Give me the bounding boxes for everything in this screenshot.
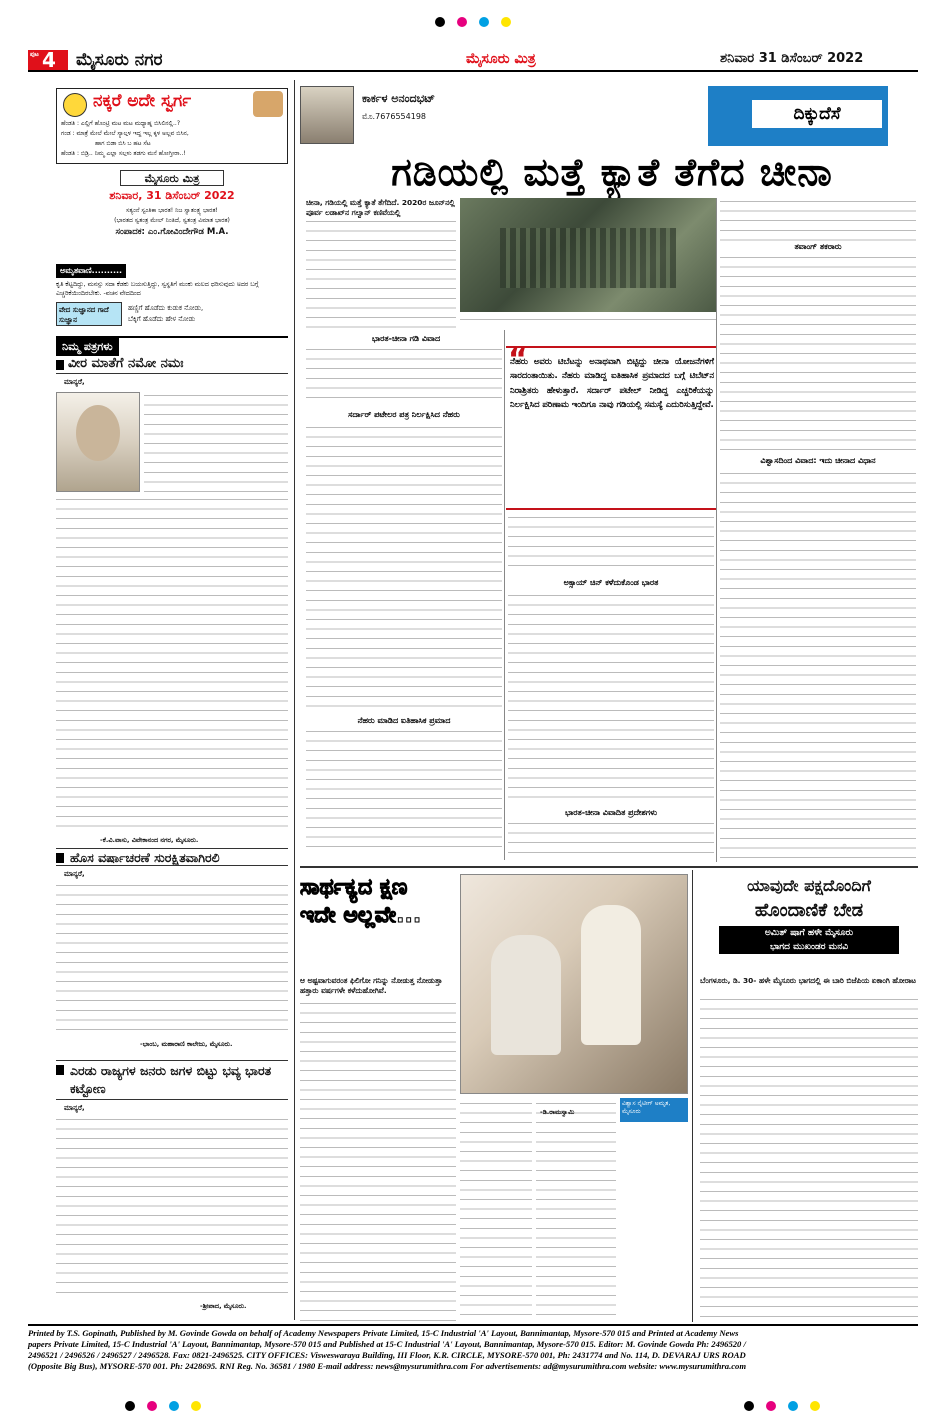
impressum-line: (ಭಾರತದ ಸ್ವತಂತ್ರ ಮೇಲ್ ನಿಂತಿದೆ, ಸ್ವತಂತ್ರ ವಿಮಾತ ಭಾರತ) <box>114 217 230 224</box>
modi-photo-caption: ವಿಶ್ವಾಸ ನೈಟೀಗ್ ಅಮೃತ, ಮೈಸೂರು <box>620 1098 688 1122</box>
cartoon-icon <box>253 91 283 117</box>
article-separator <box>300 866 918 868</box>
footer-line: (Opposite Big Bus), MYSORE-570 001. Ph: 2428695. RNI Reg. No. 36581 / 1980 E-mail address: news@mysurumithra.com For advertisements: ad@mysurumithra.com website: www.mysurumithra.com <box>28 1361 747 1371</box>
impressum-editor: ಸಂಪಾದಕ: ಎಂ.ಗೋವಿಂದೇಗೌಡ M.A. <box>115 227 229 237</box>
article-col1-top <box>306 218 456 330</box>
author-photo <box>300 86 354 144</box>
proverb-box <box>56 302 288 326</box>
subheading-aksai-chin: ಅಕ್ಸಾಯ್ ಚಿನ್ ಕಳೆದುಕೊಂಡ ಭಾರತ <box>563 578 659 587</box>
subheading-border: ಭಾರತ-ಚೀನಾ ಗಡಿ ವಿವಾದ <box>371 334 441 343</box>
column-name: ದಿಕ್ಕುದೆಸೆ <box>752 100 882 128</box>
modi-col2 <box>460 1100 532 1322</box>
modi-lead: ಆ ಅಷ್ಟವಾಗುವರಂತ ಫಿಲಿಗೋ ಗನಿನ್ನು ನೋಡುತ್ತ ನೋಡುತ್ತಾ ಹತ್ತಾರು ವರ್ಷಗಳೇ ಕಳೆದುಹೋಗಿವೆ. <box>300 976 443 995</box>
letter1-header <box>56 356 288 374</box>
letter1-salutation: ಮಾನ್ಯರೆ, <box>64 378 85 386</box>
proverb-line: ಬೆಕ್ಕಿಗೆ ಹೊಡೆದು ಹೇಳ ನೋಡು <box>128 315 196 323</box>
soldiers-photo <box>460 198 716 312</box>
masthead <box>28 48 918 72</box>
article-col3 <box>720 470 916 862</box>
amruta-title: ಅಮೃತವಾಣಿ.......... <box>56 264 126 278</box>
letter2-header <box>56 848 288 866</box>
article-rule <box>716 198 717 862</box>
letter1-title: ವೀರ ಮಾತೆಗೆ ನಮೋ ನಮಃ <box>68 356 184 371</box>
joke-line: ಗಂಡ : ಮಾತ್ರೆ ಮೇಲೆ ಮೇಲೆ ಸ್ಯಾಲ್ಗಳ ಇದ್ದ ಇಲ್ಲ ಕ್ಕಳ ಅಲ್ಲವ ಬಿಸಿನ, <box>61 130 189 137</box>
modi-headline-line1: ಸಾರ್ಥಕ್ಯದ ಕ್ಷಣ <box>300 875 408 900</box>
amit-dateline: ಬೆಂಗಳೂರು, ಡಿ. 30- ಹಳೇ ಮೈಸೂರು ಭಾಗದಲ್ಲಿ ಈ ಬಾರಿ ಬಿಜೆಪಿಯ ಏಕಾಂಗಿ ಹೋರಾಟ <box>700 976 917 985</box>
article-dateline: ಚೀನಾ, ಗಡಿಯಲ್ಲಿ ಮತ್ತೆ ಕ್ಯಾತೆ ತೆಗೆದಿದೆ. 2020ರ ಜೂನ್‌ನಲ್ಲಿ ಪೂರ್ವ ಲಡಾಖ್‌ನ ಗಲ್ವಾನ್ ಕಣಿವೆಯಲ್ಲಿ <box>306 198 455 217</box>
footer-line: 2496521 / 2496526 / 2496527 / 2496528. Fax: 0821-2496525. CITY OFFICES: Visweswaraya Building, III Floor, K.R. CIRCLE, MYSORE-570 001, Ph: 2431774 and No. 114, D. DEVARAJ URS ROAD <box>28 1350 746 1360</box>
footer-line: Printed by T.S. Gopinath, Published by M. Govinde Gowda on behalf of Academy Newspapers Private Limited, 15-C Industrial 'A' Layout, Bannimantap, Mysore-570 015 and Printed at Academy News <box>28 1328 739 1338</box>
modi-headline-line2: ಇದೇ ಅಲ್ಲವೇ... <box>300 903 422 928</box>
amruta-text: ಕೃತಿ ಕೆಟ್ಟದಿದ್ದು, ಮನಸ್ಸು ಸದಾ ಕೆಡಕು ಬಯಸುತ್ತಿದ್ದು, ಸ್ವಸ್ಥತಿಗೆ ಮಂಕು ಮಲದ ಧರಿಸುವುದು ಅದರ ಬಗ್ಗೆ ಎಚ್ಚರಿಕೆಯಿಂದಿರಬೇಕು. -ವಚನ ವೇದದಿಂದ <box>56 281 259 297</box>
letter1-text-body <box>56 496 288 834</box>
quote-mark-icon: “ <box>508 342 528 377</box>
modi-photo <box>460 874 688 1094</box>
modi-byline: -ಡಿ.ರಾಮಸ್ವಾಮಿ <box>540 1108 575 1116</box>
masthead-date: ಶನಿವಾರ 31 ಡಿಸೆಂಬರ್ 2022 <box>720 51 864 66</box>
impressum-paper-name: ಮೈಸೂರು ಮಿತ್ರ <box>120 170 224 186</box>
pull-quote-text: ನೆಹರು ಅವರು ಟಿಬೆಟನ್ನು ಅನಾಥವಾಗಿ ಬಿಟ್ಟಿದ್ದು ಚೀನಾ ಯೋಜನೆಗಳಿಗೆ ಸಾರದಂತಾಯಿತು. ನೆಹರು ಮಾಡಿದ್ದ ಐತಿಹಾಸಿಕ ಪ್ರಮಾದದ ಬಗ್ಗೆ ಟಿಬೆಟ್‌ನ ನಿರಾಶ್ರಿತರು ಹೇಳುತ್ತಾರೆ. ಸರ್ದಾರ್ ಪಟೇಲ್ ನೀಡಿದ್ದ ಎಚ್ಚರಿಕೆಯನ್ನು ನಿರ್ಲಕ್ಷಿಸಿದ ಪರಿಣಾಮ ಇಂದಿಗೂ ನಾವು ಗಡಿಯಲ್ಲಿ ಸಮಸ್ಯೆ ಎದುರಿಸುತ್ತಿದ್ದೇವೆ. <box>510 356 714 410</box>
letter3-salutation: ಮಾನ್ಯರೆ, <box>64 1104 85 1112</box>
letter2-salutation: ಮಾನ್ಯರೆ, <box>64 870 85 878</box>
section-name: ಮೈಸೂರು ನಗರ <box>76 50 163 70</box>
impressum-line: ಸತ್ಯಂನೆ ಸ್ವಂತಿಕಾ ಭಾರತ! ನಿಜ ಸ್ವಾತಂತ್ರ್ಯ ಭಾರತ! <box>126 207 218 214</box>
letter1-text-right <box>144 392 288 492</box>
column-divider <box>692 870 693 1322</box>
amit-headline-line1: ಯಾವುದೇ ಪಕ್ಷದೊಂದಿಗೆ <box>747 876 871 895</box>
letter3-text <box>56 1116 288 1300</box>
impressum <box>56 170 288 258</box>
subheading-patel: ಸರ್ದಾರ್ ಪಟೇಲರ ಪತ್ರ ನಿರ್ಲಕ್ಷಿಸಿದ ನೆಹರು <box>348 410 460 419</box>
footer-line: papers Private Limited, 15-C Industrial 'A' Layout, Bannimantap, Mysore-570 015 and Published at 15-C Industrial 'A' Layout, Bannimantap, Mysore-570 015. Editor: M. Govinde Gowda Ph: 2496520 / <box>28 1339 746 1349</box>
impressum-date: ಶನಿವಾರ, 31 ಡಿಸೆಂಬರ್ 2022 <box>109 189 235 202</box>
letters-section-title: ನಿಮ್ಮ ಪತ್ರಗಳು <box>56 338 119 356</box>
proverb-line: ಹಣ್ಣಿಗೆ ಹೊಡೆದು ಕುಡುಕ ನೋಡು, <box>128 304 204 312</box>
page-number: 4 <box>42 48 56 72</box>
letter2-signature: -ಭಾಂಬ, ಮಹಾರಾಣಿ ಕಾಲೇಜು, ಮೈಸೂರು. <box>140 1040 233 1048</box>
heeraben-photo <box>56 392 140 492</box>
subheading-trust: ವಿಶ್ವಾಸದಿಂದ ವಿವಾದ: ಇದು ಚೀನಾದ ವಿಧಾನ <box>760 456 876 465</box>
main-headline <box>306 150 918 194</box>
footer-rule <box>28 1324 918 1326</box>
amit-subhead-line1: ಅಮಿತ್ ಷಾಗೆ ಹಳೇ ಮೈಸೂರು <box>719 926 899 940</box>
pull-quote <box>506 342 716 510</box>
joke-box <box>56 88 288 164</box>
letter2-text <box>56 882 288 1038</box>
letter2-title: ಹೊಸ ವರ್ಷಾಚರಣೆ ಸುರಕ್ಷಿತವಾಗಿರಲಿ <box>70 850 220 865</box>
modi-headline-box <box>300 874 460 972</box>
paper-name: ಮೈಸೂರು ಮಿತ್ರ <box>466 51 536 67</box>
article-rule <box>504 330 505 860</box>
letters-header <box>56 336 288 356</box>
proverb-label: ವೇದ ಸುಜ್ಞಾನದ ಗಾದೆ ಸುಜ್ಞಾನ <box>56 302 122 326</box>
amit-text <box>700 996 918 1322</box>
amit-subhead-line2: ಭಾಗದ ಮುಖಂಡರ ಮನವಿ <box>719 940 899 954</box>
article-col1-end <box>306 728 502 856</box>
subheading-nehru: ನೆಹರು ಮಾಡಿದ ಐತಿಹಾಸಿಕ ಪ್ರಮಾದ <box>357 716 451 725</box>
article-col2-cont <box>508 592 714 806</box>
joke-box-title: ನಕ್ಕರೆ ಅದೇ ಸ್ವರ್ಗ <box>93 91 192 111</box>
article-col2-end <box>508 820 714 860</box>
photo-caption <box>460 316 716 326</box>
letter3-signature: -ಶ್ರೀಪಾದ, ಮೈಸೂರು. <box>200 1302 247 1310</box>
column-author: ಕಾರ್ಕಳ ಅನಂದಭಟ್ <box>362 92 435 105</box>
subheading-tawang: ತವಾಂಗ್ ತಕರಾರು <box>794 242 842 251</box>
letter3-title: ಎರಡು ರಾಜ್ಯಗಳ ಜನರು ಜಗಳ ಬಿಟ್ಟು ಭವ್ಯ ಭಾರತ ಕಟ್ಟೋಣ <box>70 1063 272 1096</box>
article-col4-top <box>720 198 916 242</box>
joke-line: ಹೆಂಡತಿ : ಎಲ್ಲಿಗೆ ಹೊಂಟ್ರಿ ಮಟ ಮಟ ಮಧ್ಯಾಹ್ನ ಬಿಸಿಲಿನಲ್ಲಿ..? <box>61 120 181 127</box>
page-number-box <box>28 50 68 70</box>
letter1-signature: -ಕೆ.ವಿ.ವಾಸು, ವಿವೇಕಾನಂದ ನಗರ, ಮೈಸೂರು. <box>100 836 199 844</box>
subheading-disputed: ಭಾರತ-ಚೀನಾ ವಿವಾದಿತ ಪ್ರದೇಶಗಳು <box>564 808 657 817</box>
article-col1 <box>306 346 502 406</box>
modi-col1 <box>300 1000 456 1322</box>
amruta-box <box>56 258 288 300</box>
article-col1-cont <box>306 424 502 714</box>
amit-headline-box <box>700 874 918 970</box>
footer-imprint <box>28 1328 918 1372</box>
article-col2 <box>508 514 714 574</box>
registration-marks-top <box>0 12 945 26</box>
joke-line: ಹಾಗ ಬಿಡಾ ಬಿಸಿ ಬ ಹಟ ಸೆಟ <box>95 140 151 147</box>
modi-col3 <box>536 1100 616 1322</box>
article-col4-mid <box>720 254 916 454</box>
letter3-header <box>56 1060 288 1100</box>
column-phone: ಮೊ.7676554198 <box>362 112 427 121</box>
registration-marks-bottom <box>0 1396 945 1410</box>
column-logo <box>708 86 888 146</box>
joke-lines <box>61 119 285 159</box>
column-divider <box>294 80 295 1320</box>
main-headline-text: ಗಡಿಯಲ್ಲಿ ಮತ್ತೆ ಕ್ಯಾತೆ ತೆಗೆದ ಚೀನಾ <box>391 150 833 194</box>
amit-headline-line2: ಹೊಂದಾಣಿಕೆ ಬೇಡ <box>754 900 864 921</box>
article-lead <box>306 198 456 217</box>
laughing-face-icon <box>63 93 87 117</box>
page-label: ಪುಟ <box>30 51 39 58</box>
joke-line: ಹೆಂಡತಿ : ಬಿಡ್ರಿ.. ನಿಮ್ಮ ಎಲ್ಲಾ ಸಲ್ಗಳು ತಡಗು ಮನೆ ಹೋಗ್ತೀರಾ..! <box>61 150 186 157</box>
